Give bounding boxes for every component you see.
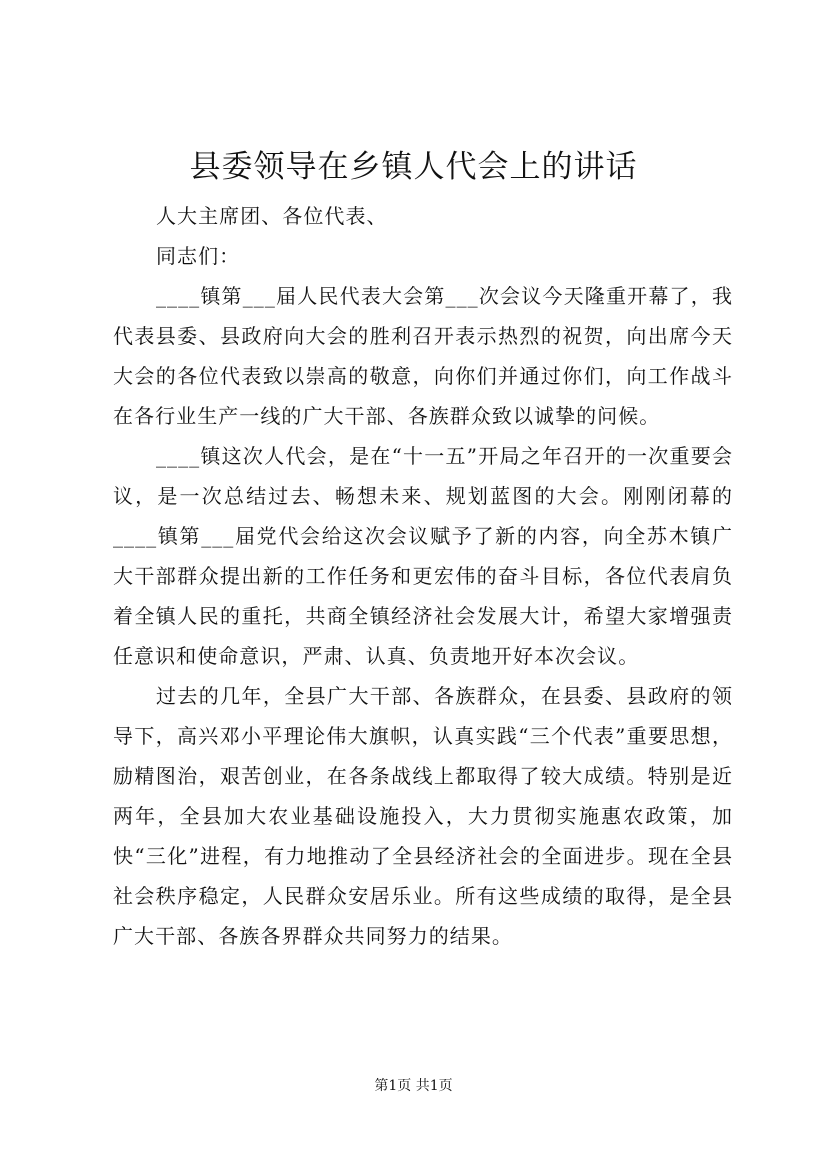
- document-title: 县委领导在乡镇人代会上的讲话: [189, 149, 638, 185]
- salutation-line-1: 人大主席团、各位代表、: [156, 204, 388, 228]
- body-paragraph: ____镇这次人代会，是在“十一五”开局之年召开的一次重要会议，是一次总结过去、畅想未来、规划蓝图的大会。刚刚闭幕的____镇第___届党代会给这次会议赋予了新的内容，向全苏木镇广大干部群众提出新的工作任务和更宏伟的奋斗目标，各位代表肩负着全镇人民的重托，共商全镇经济社会发展大计，希望大家增强责任意识和使命意识，严肃、认真、负责地开好本次会议。: [113, 444, 733, 668]
- page-number-footer: 第1页 共1页: [374, 1078, 453, 1094]
- body-paragraph: ____镇第___届人民代表大会第___次会议今天隆重开幕了，我代表县委、县政府向大会的胜利召开表示热烈的祝贺，向出席今天大会的各位代表致以崇高的敬意，向你们并通过你们，向工作战斗在各行业生产一线的广大干部、各族群众致以诚挚的问候。: [113, 284, 733, 428]
- document-body: [113, 196, 733, 956]
- body-paragraph: 过去的几年，全县广大干部、各族群众，在县委、县政府的领导下，高兴邓小平理论伟大旗帜，认真实践“三个代表”重要思想，励精图治，艰苦创业，在各条战线上都取得了较大成绩。特别是近两年，全县加大农业基础设施投入，大力贯彻实施惠农政策，加快“三化”进程，有力地推动了全县经济社会的全面进步。现在全县社会秩序稳定，人民群众安居乐业。所有这些成绩的取得，是全县广大干部、各族各界群众共同努力的结果。: [113, 684, 733, 948]
- salutation-line-2: 同志们：: [156, 244, 241, 268]
